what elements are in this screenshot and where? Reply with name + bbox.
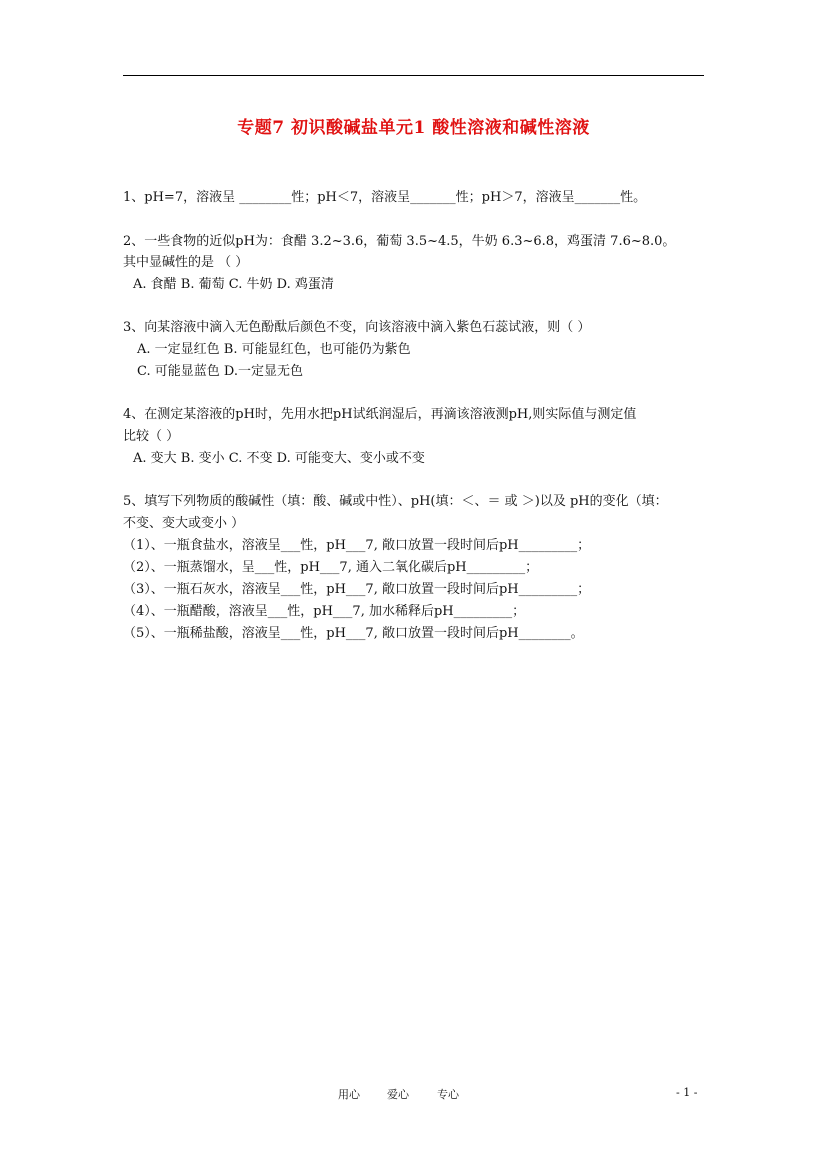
question-2-options: A. 食醋 B. 葡萄 C. 牛奶 D. 鸡蛋清 (133, 277, 334, 292)
question-3-options-1: A. 一定显红色 B. 可能显红色，也可能仍为紫色 (137, 342, 411, 357)
question-5-item-5: （5）、一瓶稀盐酸，溶液呈___性，pH___7, 敞口放置一段时间后pH________。 (123, 626, 584, 641)
question-3-stem: 3、向某溶液中滴入无色酚酞后颜色不变，向该溶液中滴入紫色石蕊试液，则（ ） (123, 320, 591, 335)
header-rule (123, 75, 704, 76)
question-4-options: A. 变大 B. 变小 C. 不变 D. 可能变大、变小或不变 (133, 451, 425, 466)
page-number: - 1 - (676, 1086, 698, 1099)
question-5-stem-1: 5、填写下列物质的酸碱性（填：酸、碱或中性）、pH(填：＜、＝ 或 ＞)以及 pH的变化（填： (123, 494, 668, 509)
question-5-item-1: （1）、一瓶食盐水，溶液呈___性，pH___7, 敞口放置一段时间后pH_________； (123, 538, 591, 553)
question-4-stem-1: 4、在测定某溶液的pH时，先用水把pH试纸润湿后，再滴该溶液测pH,则实际值与测定值 (123, 407, 637, 422)
question-2-stem-1: 2、一些食物的近似pH为：食醋 3.2~3.6，葡萄 3.5~4.5，牛奶 6.3~6.8，鸡蛋清 7.6~8.0。 (123, 234, 676, 249)
question-5-item-4: （4）、一瓶醋酸，溶液呈___性，pH___7, 加水稀释后pH_________； (123, 604, 526, 619)
question-5-item-3: （3）、一瓶石灰水，溶液呈___性，pH___7, 敞口放置一段时间后pH_________； (123, 582, 591, 597)
question-2-stem-2: 其中显碱性的是 （ ） (123, 255, 249, 270)
question-1: 1、pH=7，溶液呈 ________性；pH＜7，溶液呈_______性；pH＞7，溶液呈_______性。 (123, 190, 647, 205)
question-5-stem-2: 不变、变大或变小 ） (123, 516, 245, 531)
question-5-item-2: （2）、一瓶蒸馏水，呈___性，pH___7, 通入二氧化碳后pH_________； (123, 560, 539, 575)
footer-motto-1: 用心 (338, 1088, 360, 1101)
page-title: 专题7 初识酸碱盐单元1 酸性溶液和碱性溶液 (237, 118, 590, 138)
question-3-options-2: C. 可能显蓝色 D.一定显无色 (137, 364, 303, 379)
footer-motto-2: 爱心 (387, 1088, 409, 1101)
footer-motto-3: 专心 (437, 1088, 459, 1101)
question-4-stem-2: 比较（ ） (123, 429, 180, 444)
